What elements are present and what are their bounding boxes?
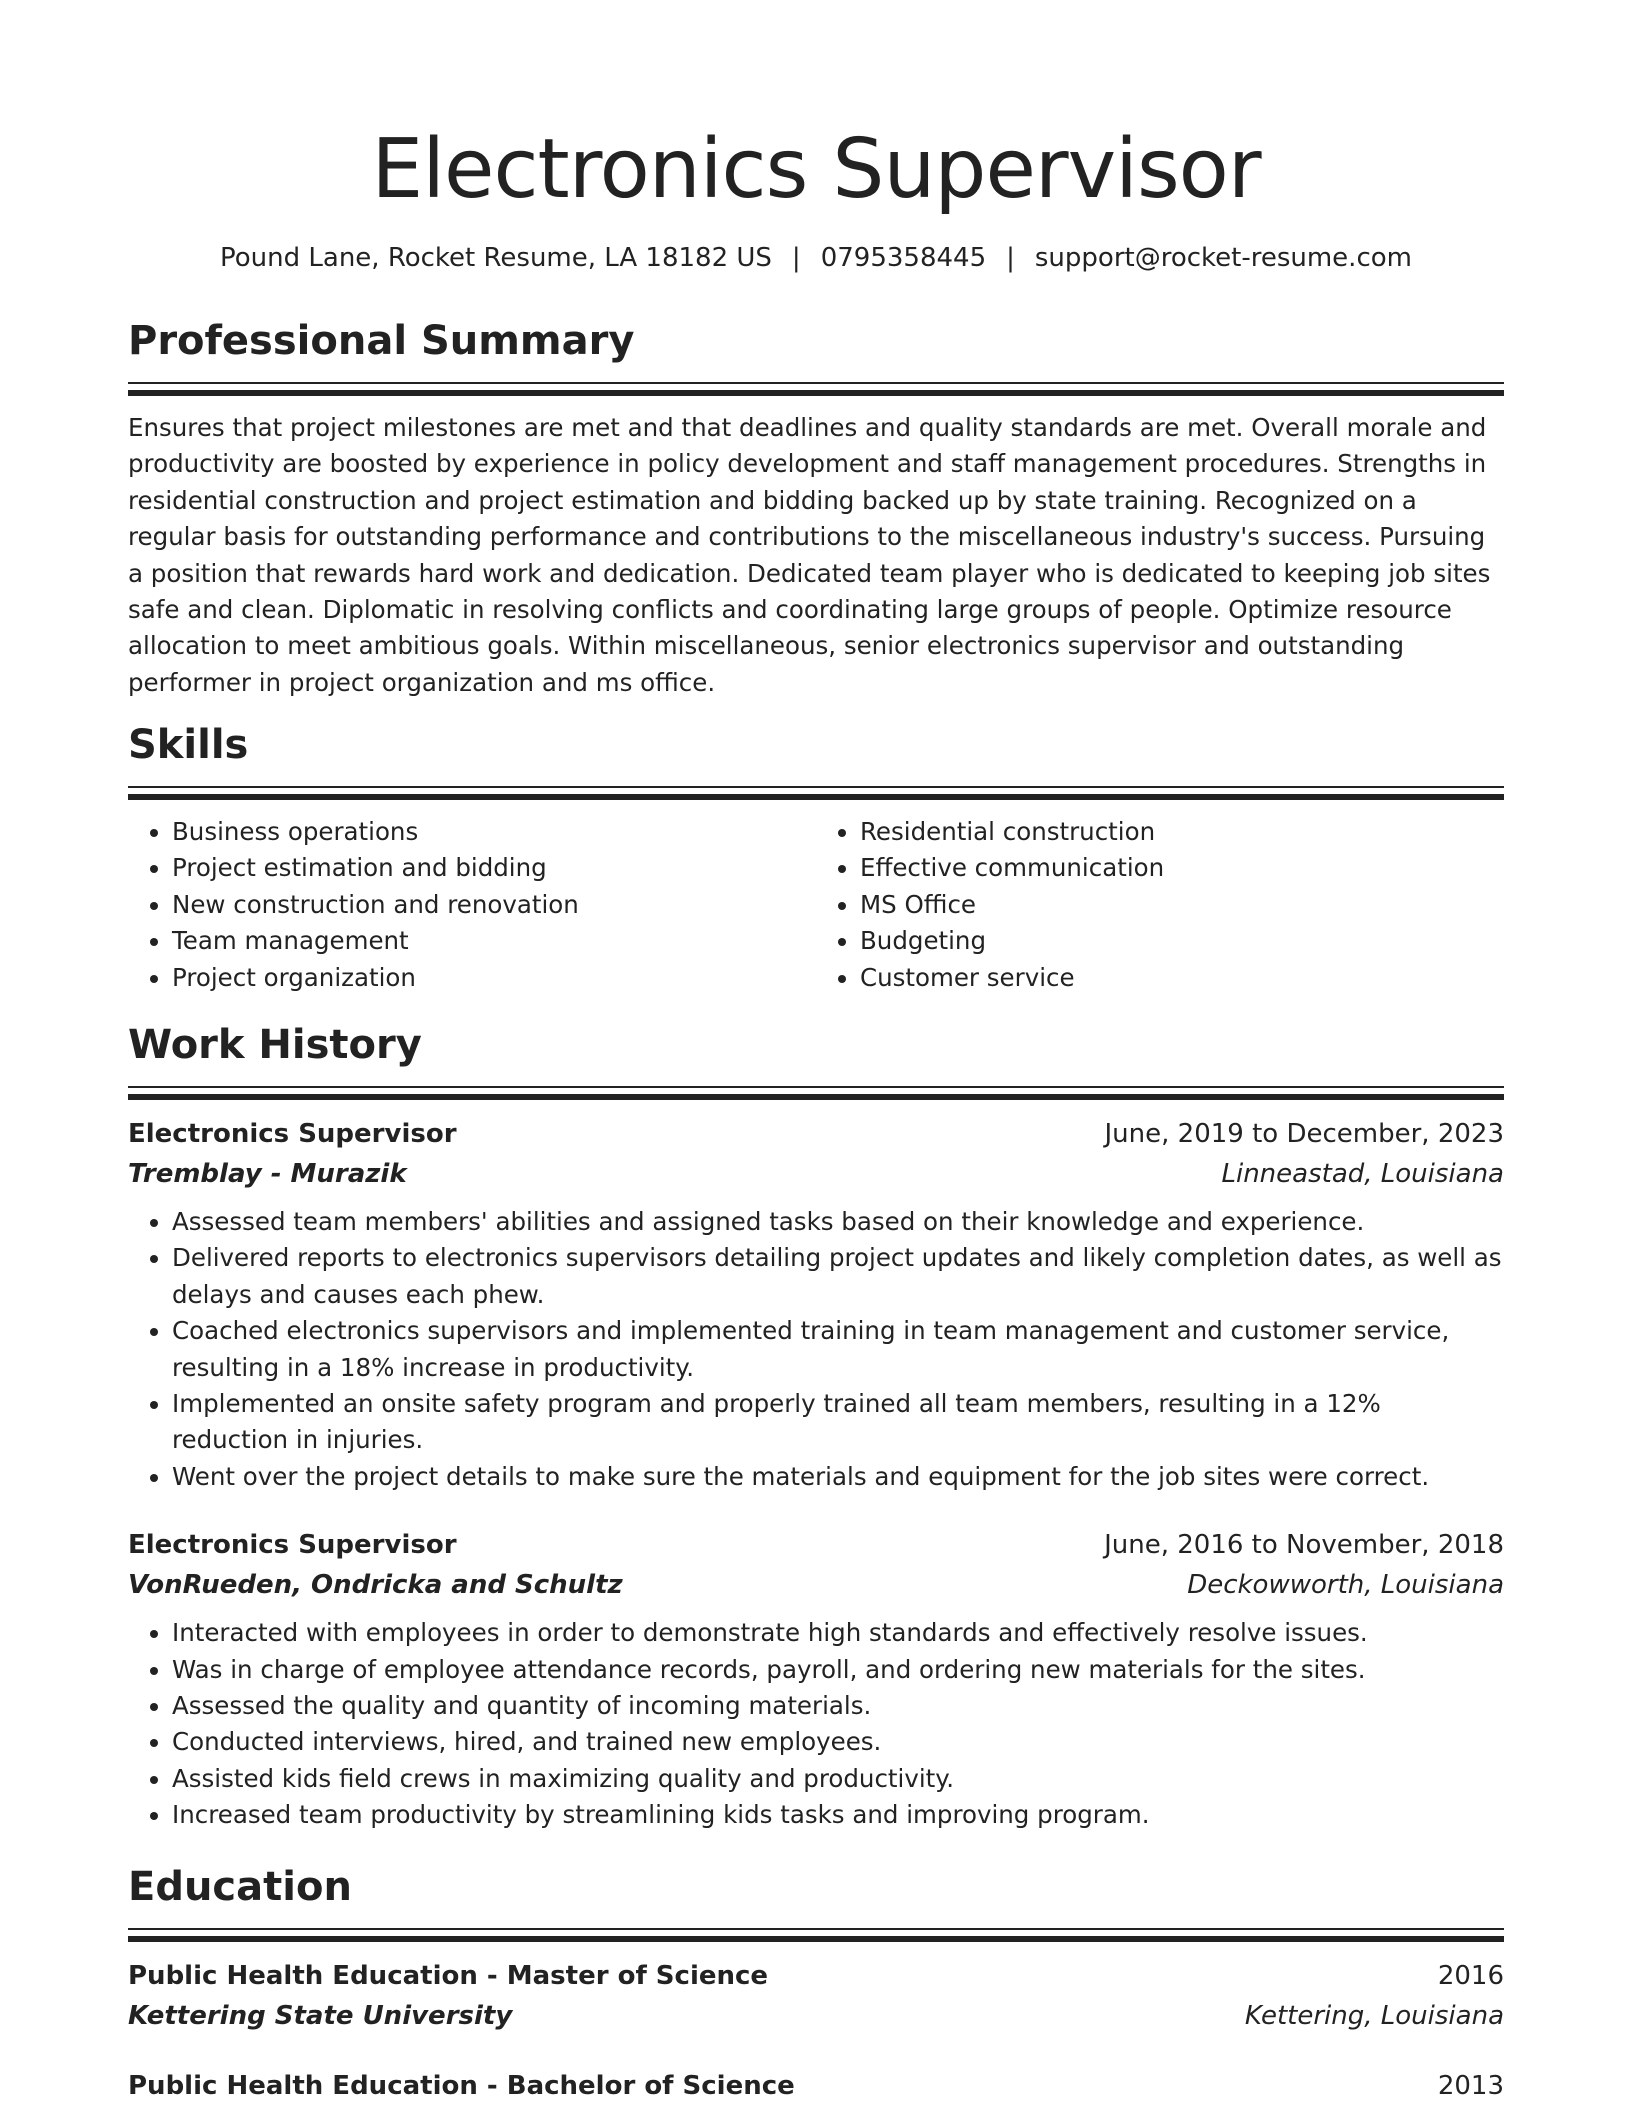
job-subheader xyxy=(128,1565,1504,1605)
work-history-section xyxy=(128,1020,1504,1834)
section-divider-thick xyxy=(128,794,1504,800)
section-divider xyxy=(128,1086,1504,1088)
job-location: Linneastad, Louisiana xyxy=(1221,1159,1504,1189)
skills-list xyxy=(128,814,1504,996)
section-divider-thick xyxy=(128,1094,1504,1100)
job-bullet: • Assisted kids field crews in maximizing quality and productivity. xyxy=(172,1761,1504,1797)
job-company: VonRueden, Ondricka and Schultz xyxy=(128,1570,623,1601)
education-section xyxy=(128,1862,1504,2106)
education-degree: Public Health Education - Bachelor of Science xyxy=(128,2071,795,2101)
education-header xyxy=(128,1956,1504,1996)
section-divider xyxy=(128,786,1504,788)
education-school: Kettering State University xyxy=(128,2001,513,2031)
section-title-education: Education xyxy=(128,1864,352,1910)
job-bullet: • Was in charge of employee attendance records, payroll, and ordering new materials for the sites. xyxy=(172,1652,1504,1688)
education-header xyxy=(128,2066,1504,2106)
education-subheader xyxy=(128,1996,1504,2036)
job-title: Electronics Supervisor xyxy=(128,1119,457,1149)
job-bullet: • Assessed team members' abilities and assigned tasks based on their knowledge and experience. xyxy=(172,1204,1504,1240)
job-bullet: • Coached electronics supervisors and implemented training in team management and customer service, resulting in a 18% increase in productivity. xyxy=(172,1313,1504,1386)
section-title-summary: Professional Summary xyxy=(128,318,635,364)
skill-item: • Budgeting xyxy=(860,923,1504,959)
job-bullet: • Interacted with employees in order to demonstrate high standards and effectively resolve issues. xyxy=(172,1615,1504,1651)
education-location: Kettering, Louisiana xyxy=(1244,2001,1504,2031)
section-divider xyxy=(128,382,1504,384)
section-divider-thick xyxy=(128,390,1504,396)
job-header xyxy=(128,1114,1504,1154)
education-degree: Public Health Education - Master of Science xyxy=(128,1961,769,1991)
job-bullet: • Increased team productivity by streamlining kids tasks and improving program. xyxy=(172,1797,1504,1833)
skill-item: • Residential construction xyxy=(860,814,1504,850)
job-company: Tremblay - Murazik xyxy=(128,1159,407,1189)
job-location: Deckowworth, Louisiana xyxy=(1187,1570,1504,1601)
skills-column-left xyxy=(128,814,816,996)
skill-item: • New construction and renovation xyxy=(172,887,816,923)
job-subheader xyxy=(128,1154,1504,1194)
job-dates: June, 2016 to November, 2018 xyxy=(1104,1530,1504,1561)
skill-item: • Customer service xyxy=(860,960,1504,996)
education-year: 2016 xyxy=(1437,1961,1504,1991)
job-bullets xyxy=(128,1204,1504,1495)
skills-section xyxy=(128,720,1504,996)
section-divider xyxy=(128,1928,1504,1930)
job-bullet: • Assessed the quality and quantity of incoming materials. xyxy=(172,1688,1504,1724)
contact-address: Pound Lane, Rocket Resume, LA 18182 US xyxy=(220,243,772,273)
contact-line xyxy=(128,240,1504,276)
skill-item: • Effective communication xyxy=(860,850,1504,886)
job-entry xyxy=(128,1525,1504,1833)
job-title: Electronics Supervisor xyxy=(128,1530,457,1561)
contact-phone: 0795358445 xyxy=(820,243,987,273)
job-dates: June, 2019 to December, 2023 xyxy=(1104,1119,1504,1149)
section-divider-thick xyxy=(128,1936,1504,1942)
job-entry xyxy=(128,1114,1504,1495)
contact-separator: | xyxy=(1006,243,1015,273)
summary-text: Ensures that project milestones are met and that deadlines and quality standards are met. Overall morale and productivity are boosted by experience in policy development and staff management procedures. Strengths in residential construction and project estimation and bidding backed up by state training. Recognized on a regular basis for outstanding performance and contributions to the miscellaneous industry's success. Pursuing a position that rewards hard work and dedication. Dedicated team player who is dedicated to keeping job sites safe and clean. Diplomatic in resolving conflicts and coordinating large groups of people. Optimize resource allocation to meet ambitious goals. Within miscellaneous, senior electronics supervisor and outstanding performer in project organization and ms office. xyxy=(128,413,1491,697)
skills-column-right xyxy=(816,814,1504,996)
job-bullets xyxy=(128,1615,1504,1833)
contact-separator: | xyxy=(791,243,801,273)
section-title-skills: Skills xyxy=(128,722,249,768)
education-entry xyxy=(128,1956,1504,2036)
job-header xyxy=(128,1525,1504,1565)
skill-item: • MS Office xyxy=(860,887,1504,923)
candidate-name: Electronics Supervisor xyxy=(371,122,1261,217)
education-entry xyxy=(128,2066,1504,2106)
job-bullet: • Conducted interviews, hired, and trained new employees. xyxy=(172,1724,1504,1760)
skill-item: • Project organization xyxy=(172,960,816,996)
job-bullet: • Implemented an onsite safety program and properly trained all team members, resulting in a 12% reduction in injuries. xyxy=(172,1386,1504,1459)
skill-item: • Team management xyxy=(172,923,816,959)
job-bullet: • Delivered reports to electronics supervisors detailing project updates and likely completion dates, as well as delays and causes each phew. xyxy=(172,1240,1504,1313)
education-year: 2013 xyxy=(1437,2071,1504,2101)
summary-section xyxy=(128,316,1504,701)
contact-email: support@rocket-resume.com xyxy=(1034,243,1412,273)
section-title-work-history: Work History xyxy=(128,1022,422,1068)
skill-item: • Business operations xyxy=(172,814,816,850)
skill-item: • Project estimation and bidding xyxy=(172,850,816,886)
job-bullet: • Went over the project details to make sure the materials and equipment for the job sites were correct. xyxy=(172,1459,1504,1495)
